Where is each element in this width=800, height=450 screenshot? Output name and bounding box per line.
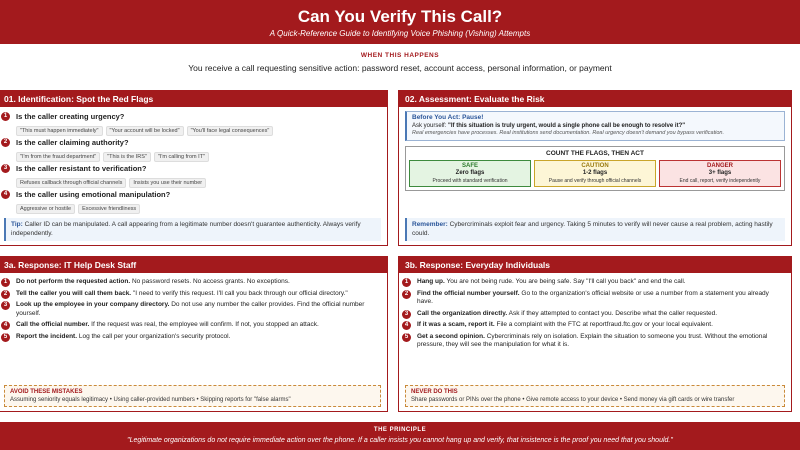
step-number-badge: 4 — [402, 321, 411, 330]
everyday-title: 3b. Response: Everyday Individuals — [399, 257, 791, 273]
step-text: Do not use any number the caller provides. Find the official number yourself. — [16, 301, 365, 317]
pause-title: Before You Act: Pause! — [412, 114, 484, 121]
assessment-panel — [398, 90, 792, 246]
example-chip: "Your account will be locked" — [106, 126, 184, 136]
safe-flags: Zero flags — [455, 170, 485, 176]
step-item — [399, 290, 791, 307]
caution-box — [534, 160, 656, 188]
question-number-badge: 3 — [1, 164, 10, 173]
question-title: Is the caller claiming authority? — [16, 138, 129, 147]
step-bold: Look up the employee in your company directory. — [16, 301, 170, 308]
question-title: Is the caller creating urgency? — [16, 112, 125, 121]
flag-count-section — [405, 146, 785, 192]
never-text: Share passwords or PINs over the phone • Give remote access to your device • Send money via gift cards or wire transfer — [411, 397, 735, 403]
danger-desc: End call, report, verify independently — [679, 177, 761, 184]
example-chip: Refuses callback through official channels — [16, 178, 126, 188]
step-item — [0, 321, 387, 330]
example-chip: Insists you use their number — [129, 178, 206, 188]
example-chip: "I'm calling from IT" — [154, 152, 209, 162]
remember-text: Cybercriminals exploit fear and urgency. Taking 5 minutes to verify will never cause a real problem, acting hastily could. — [412, 221, 773, 237]
step-bold: Call the organization directly. — [417, 309, 508, 317]
step-item — [0, 278, 387, 287]
step-item — [399, 321, 791, 330]
step-number-badge: 3 — [402, 310, 411, 319]
when-text: You receive a call requesting sensitive action: password reset, account access, personal information, or payment — [188, 63, 612, 73]
danger-box — [659, 160, 781, 188]
principle-quote: "Legitimate organizations do not require immediate action over the phone. If a caller insists you cannot hang up and verify, that insistence is the proof you need that you should." — [127, 437, 673, 444]
step-number-badge: 3 — [1, 301, 10, 310]
pause-callout — [405, 111, 785, 141]
step-bold: Call the official number. — [16, 321, 90, 328]
tip-label: Tip: — [11, 221, 23, 228]
example-chip: "You'll face legal consequences" — [187, 126, 274, 136]
identification-title: 01. Identification: Spot the Red Flags — [0, 91, 387, 107]
principle-label: THE PRINCIPLE — [373, 427, 427, 433]
question-item — [0, 190, 387, 214]
step-text: No password resets. No access grants. No exceptions. — [131, 278, 290, 285]
step-text: Ask if they attempted to contact you. Describe what the caller requested. — [508, 309, 718, 317]
step-number-badge: 2 — [1, 290, 10, 299]
step-text: File a complaint with the FTC at reportfraud.ftc.gov or your local equivalent. — [496, 321, 713, 328]
step-item — [399, 278, 791, 287]
it-help-title: 3a. Response: IT Help Desk Staff — [0, 257, 387, 273]
identification-panel — [0, 90, 388, 246]
never-title: NEVER DO THIS — [411, 389, 458, 395]
remember-callout — [405, 218, 785, 241]
step-bold: If it was a scam, report it. — [417, 321, 495, 328]
step-number-badge: 4 — [1, 321, 10, 330]
example-chip: "This must happen immediately" — [16, 126, 103, 136]
avoid-text: Assuming seniority equals legitimacy • Using caller-provided numbers • Skipping reports for "false alarms" — [10, 397, 291, 403]
caution-desc: Pause and verify through official channels — [548, 177, 642, 184]
step-number-badge: 2 — [402, 290, 411, 299]
step-number-badge: 5 — [1, 333, 10, 342]
step-number-badge: 1 — [1, 278, 10, 287]
question-number-badge: 2 — [1, 138, 10, 147]
step-item — [0, 301, 387, 318]
danger-flags: 3+ flags — [708, 170, 732, 176]
everyday-individuals-panel — [398, 256, 792, 412]
question-item — [0, 112, 387, 136]
step-item — [399, 333, 791, 350]
page-subtitle: A Quick-Reference Guide to Identifying Voice Phishing (Vishing) Attempts — [269, 29, 531, 38]
page-title: Can You Verify This Call? — [297, 7, 503, 26]
safe-label: SAFE — [461, 162, 478, 169]
step-text: "I need to verify this request. I'll call you back through our official directory." — [132, 289, 348, 297]
it-help-desk-panel — [0, 256, 388, 412]
safe-desc: Proceed with standard verification — [432, 177, 508, 184]
step-text: Cybercriminals rely on isolation. Explain the situation to someone you trust. Without the emotional pressure, they will see the manipulation for what it is. — [417, 332, 768, 348]
flag-count-title: COUNT THE FLAGS, THEN ACT — [546, 149, 644, 157]
step-item — [399, 310, 791, 319]
question-number-badge: 4 — [1, 190, 10, 199]
step-bold: Report the incident. — [16, 332, 78, 340]
step-text: If the request was real, the employee will confirm. If not, you stopped an attack. — [91, 321, 319, 328]
example-chip: Aggressive or hostile — [16, 204, 75, 214]
when-this-happens — [0, 52, 800, 73]
when-label: WHEN THIS HAPPENS — [360, 52, 440, 59]
avoid-title: AVOID THESE MISTAKES — [10, 389, 83, 395]
example-chip: "I'm from the fraud department" — [16, 152, 100, 162]
question-number-badge: 1 — [1, 112, 10, 121]
page-header — [0, 0, 800, 44]
step-bold: Find the official number yourself. — [417, 289, 520, 297]
caution-flags: 1-2 flags — [582, 170, 608, 176]
caution-label: CAUTION — [581, 162, 609, 169]
step-item — [0, 290, 387, 299]
step-number-badge: 1 — [402, 278, 411, 287]
question-item — [0, 138, 387, 162]
example-chip: "This is the IRS" — [103, 152, 151, 162]
tip-text: Caller ID can be manipulated. A call appearing from a legitimate number doesn't guarantee authenticity. Always verify independently. — [11, 221, 361, 237]
example-chip: Excessive friendliness — [78, 204, 140, 214]
avoid-mistakes-callout — [4, 385, 381, 407]
step-bold: Hang up. — [417, 278, 445, 285]
step-text: Log the call per your organization's security protocol. — [78, 332, 231, 340]
question-title: Is the caller resistant to verification? — [16, 164, 147, 173]
step-text: You are not being rude. You are being safe. Say "I'll call you back" and end the call. — [446, 278, 686, 285]
step-number-badge: 5 — [402, 333, 411, 342]
step-text: Go to the organization's official website or use a number from a statement you already have. — [417, 289, 769, 305]
step-bold: Get a second opinion. — [417, 332, 485, 340]
never-do-this-callout — [405, 385, 785, 407]
assessment-title: 02. Assessment: Evaluate the Risk — [399, 91, 791, 107]
pause-question — [412, 122, 779, 130]
question-title: Is the caller using emotional manipulation? — [16, 190, 171, 199]
tip-callout — [4, 218, 381, 241]
step-item — [0, 333, 387, 342]
page-footer — [0, 422, 800, 450]
pause-ask-text: "If this situation is truly urgent, would a single phone call be enough to resolve it?" — [448, 123, 686, 129]
remember-label: Remember: — [412, 221, 448, 228]
safe-box — [409, 160, 531, 188]
pause-note: Real emergencies have processes. Real institutions send documentation. Real urgency doesn't demand you bypass verification. — [412, 130, 724, 136]
question-item — [0, 164, 387, 188]
pause-ask-prefix: Ask yourself: — [412, 123, 447, 129]
step-bold: Tell the caller you will call them back. — [16, 289, 132, 297]
danger-label: DANGER — [706, 162, 733, 169]
step-bold: Do not perform the requested action. — [16, 278, 131, 285]
